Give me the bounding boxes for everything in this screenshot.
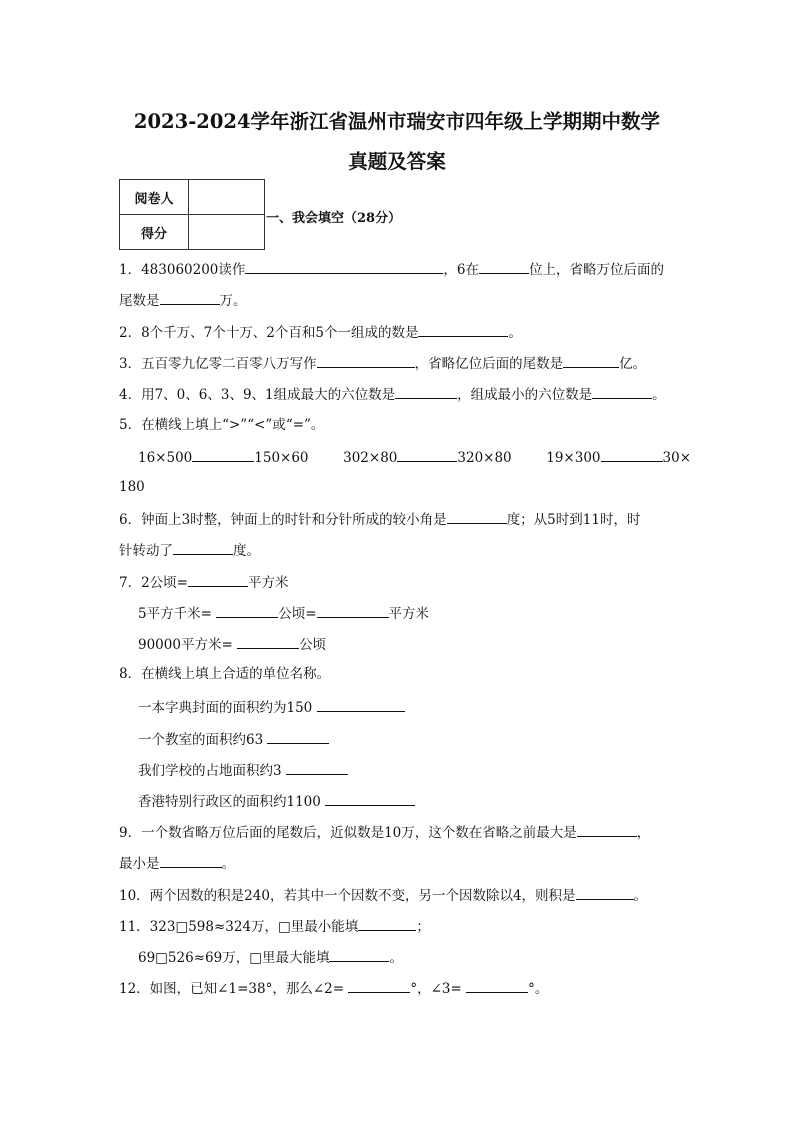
question-8-c: 我们学校的占地面积约3 — [138, 760, 348, 780]
answer-blank — [237, 634, 299, 649]
question-12: 12．如图，已知∠1=38°，那么∠2= °，∠3= °。 — [119, 978, 548, 998]
question-5-wrap: 180 — [119, 479, 145, 495]
reviewer-label: 阅卷人 — [120, 180, 189, 215]
answer-blank — [245, 259, 443, 274]
score-label: 得分 — [120, 215, 189, 250]
answer-blank — [160, 290, 220, 305]
answer-blank — [192, 447, 254, 462]
question-3: 3．五百零九亿零二百零八万写作 ，省略亿位后面的尾数是 亿。 — [119, 353, 646, 373]
answer-blank — [317, 353, 415, 368]
question-5: 5．在横线上填上“>”“<”或“=”。 — [119, 417, 325, 433]
answer-blank — [418, 322, 508, 337]
question-1: 1．483060200读作 ，6在 位上，省略万位后面的 — [119, 259, 664, 279]
section-heading: 一、我会填空（28分） — [266, 211, 402, 226]
question-7: 7．2公顷= 平方米 — [119, 572, 289, 592]
answer-blank — [358, 916, 416, 931]
answer-blank — [329, 947, 389, 962]
question-1-cont: 尾数是 万。 — [119, 290, 247, 310]
question-6: 6．钟面上3时整，钟面上的时针和分针所成的较小角是 度；从5时到11时，时 — [119, 509, 640, 529]
answer-blank — [395, 384, 457, 399]
question-2: 2．8个千万、7个十万、2个百和5个一组成的数是 。 — [119, 322, 522, 342]
answer-blank — [317, 603, 389, 618]
answer-blank — [160, 853, 222, 868]
question-11-cont: 69□526≈69万，□里最大能填 。 — [138, 947, 403, 967]
answer-blank — [479, 259, 529, 274]
question-6-cont: 针转动了 度。 — [119, 540, 260, 560]
answer-blank — [397, 447, 457, 462]
question-7-c: 90000平方米= 公顷 — [138, 634, 326, 654]
answer-blank — [348, 978, 410, 993]
title-line-2: 真题及答案 — [348, 150, 446, 173]
answer-blank — [188, 572, 248, 587]
question-11: 11．323□598≈324万，□里最小能填 ； — [119, 916, 430, 936]
answer-blank — [286, 760, 348, 775]
question-8-b: 一个教室的面积约63 — [138, 729, 329, 749]
score-cell — [189, 215, 265, 250]
answer-blank — [325, 791, 415, 806]
question-9-cont: 最小是 。 — [119, 853, 235, 873]
score-table — [119, 179, 265, 250]
question-9: 9．一个数省略万位后面的尾数后，近似数是10万，这个数在省略之前最大是 ， — [119, 822, 650, 842]
question-8-a: 一本字典封面的面积约为150 — [138, 697, 405, 717]
answer-blank — [576, 885, 634, 900]
title-line-1: 2023-2024学年浙江省温州市瑞安市四年级上学期期中数学 — [133, 110, 661, 133]
answer-blank — [563, 353, 619, 368]
answer-blank — [592, 384, 652, 399]
answer-blank — [317, 697, 405, 712]
answer-blank — [601, 447, 663, 462]
question-7-b: 5平方千米= 公顷= 平方米 — [138, 603, 429, 623]
answer-blank — [577, 822, 637, 837]
question-8: 8．在横线上填上合适的单位名称。 — [119, 666, 331, 682]
answer-blank — [173, 540, 233, 555]
answer-blank — [466, 978, 528, 993]
answer-blank — [216, 603, 278, 618]
question-4: 4．用7、0、6、3、9、1组成最大的六位数是 ，组成最小的六位数是 。 — [119, 384, 666, 404]
answer-blank — [267, 729, 329, 744]
question-5-items: 16×500 150×60 302×80 320×80 19×300 30× — [138, 447, 691, 467]
question-8-d: 香港特别行政区的面积约1100 — [138, 791, 415, 811]
answer-blank — [447, 509, 507, 524]
question-10: 10．两个因数的积是240，若其中一个因数不变，另一个因数除以4，则积是 。 — [119, 885, 647, 905]
reviewer-cell — [189, 180, 265, 215]
